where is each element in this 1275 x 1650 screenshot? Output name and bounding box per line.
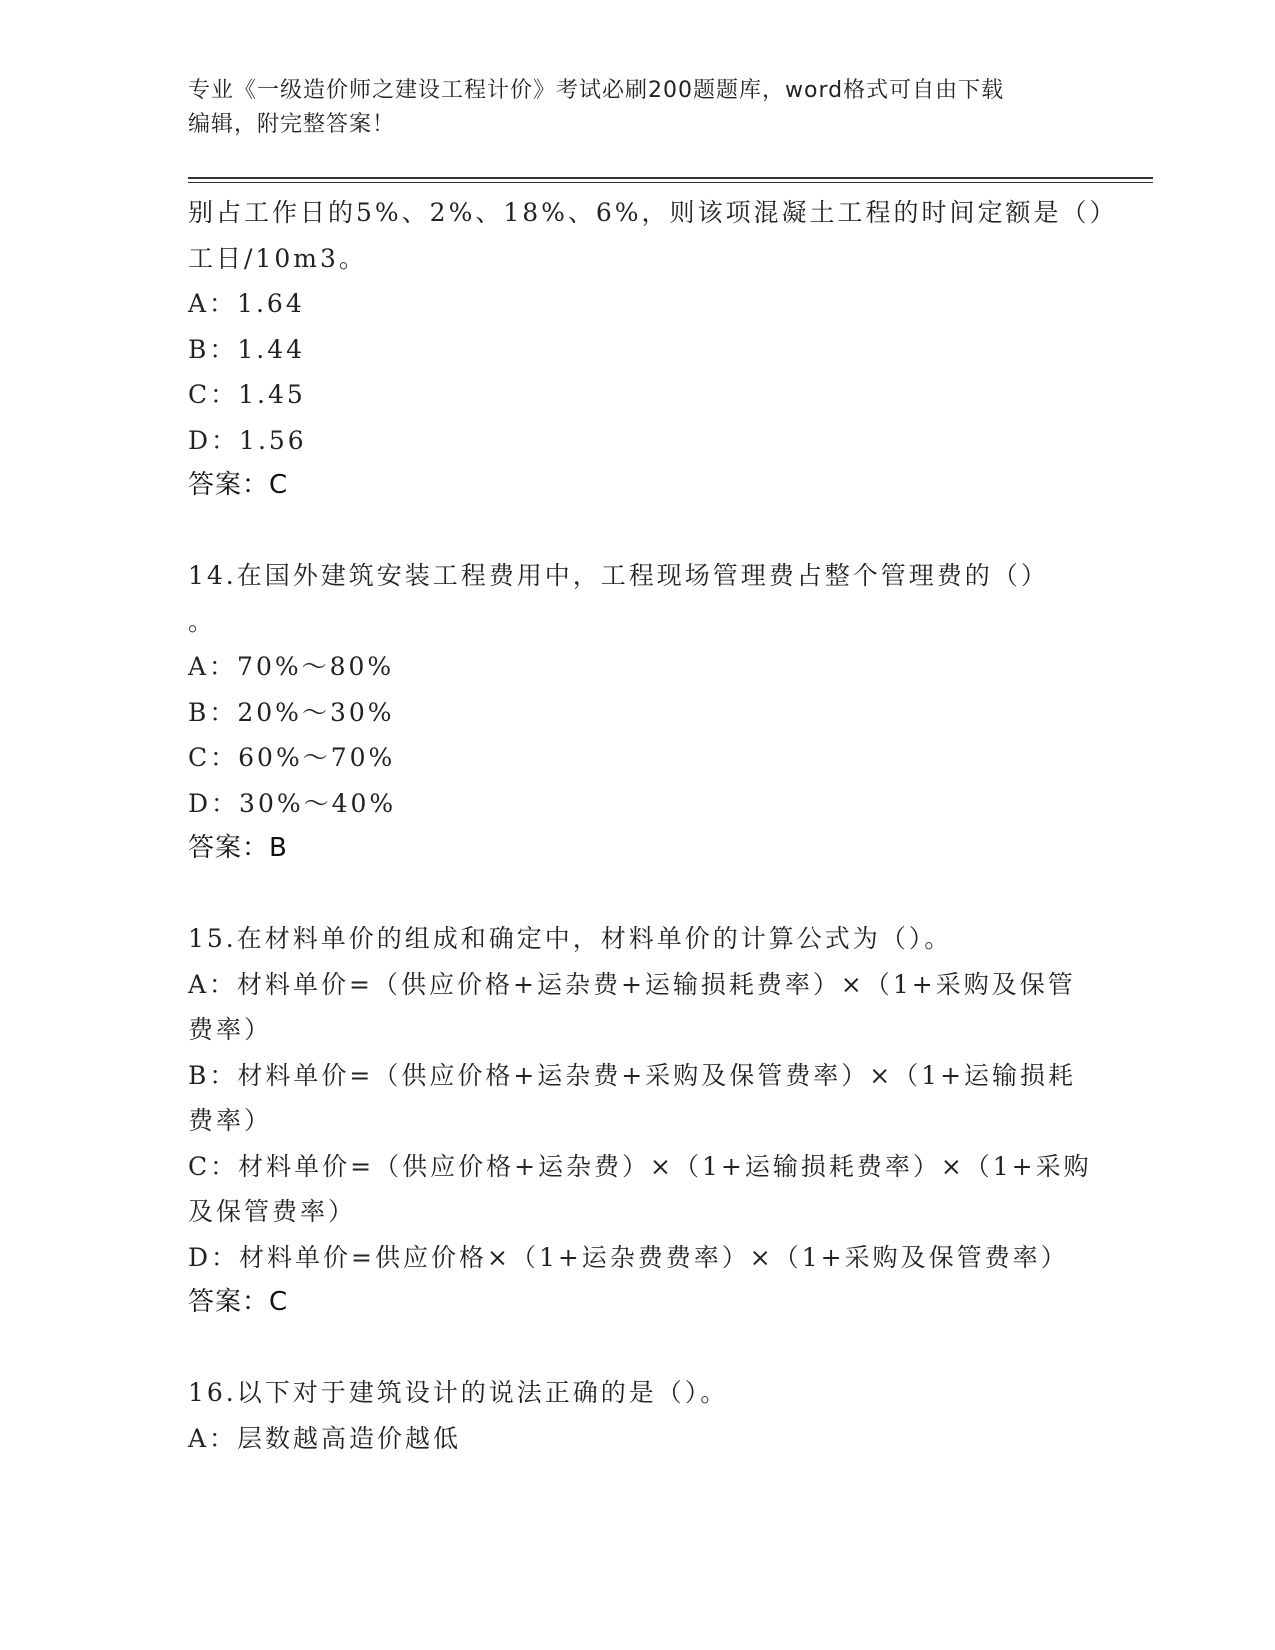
question-15-option-a-line-1: A：材料单价=（供应价格+运杂费+运输损耗费率）×（1+采购及保管 xyxy=(188,969,1076,999)
question-14 xyxy=(188,553,1068,871)
question-15-answer: 答案：C xyxy=(188,1287,289,1317)
header-line-1: 专业《一级造价师之建设工程计价》考试必刷200题题库，word格式可自由下载 xyxy=(188,78,1005,103)
question-16-stem: 16.以下对于建筑设计的说法正确的是（）。 xyxy=(188,1378,729,1407)
question-14-option-b: B：20%～30% xyxy=(188,697,395,727)
question-15-option-b-line-2: 费率） xyxy=(188,1106,273,1135)
header-divider-thin xyxy=(188,182,1153,183)
question-15-option-a-line-2: 费率） xyxy=(188,1015,273,1044)
question-15-option-b-line-1: B：材料单价=（供应价格+运杂费+采购及保管费率）×（1+运输损耗 xyxy=(188,1060,1077,1090)
question-14-option-a: A：70%～80% xyxy=(188,652,395,681)
question-spacer xyxy=(188,871,1068,916)
question-13-option-a: A：1.64 xyxy=(188,289,305,318)
question-list xyxy=(188,190,1118,1461)
question-13 xyxy=(188,190,1118,508)
question-13-answer: 答案：C xyxy=(188,470,289,500)
question-13-stem-line-1: 别占工作日的5%、2%、18%、6%，则该项混凝土工程的时间定额是（） xyxy=(188,198,1118,227)
header-line-2: 编辑，附完整答案！ xyxy=(188,112,396,137)
question-spacer xyxy=(188,508,1068,553)
question-15 xyxy=(188,916,1092,1325)
question-14-option-c: C：60%～70% xyxy=(188,743,396,772)
question-13-option-b: B：1.44 xyxy=(188,334,306,364)
question-14-option-d: D：30%～40% xyxy=(188,788,397,818)
question-15-option-d: D：材料单价=供应价格×（1+运杂费费率）×（1+采购及保管费率） xyxy=(188,1242,1069,1272)
question-14-answer: 答案：B xyxy=(188,833,288,863)
question-15-stem: 15.在材料单价的组成和确定中，材料单价的计算公式为（）。 xyxy=(188,924,953,953)
question-15-option-c-line-1: C：材料单价=（供应价格+运杂费）×（1+运输损耗费率）×（1+采购 xyxy=(188,1151,1092,1181)
question-15-option-c-line-2: 及保管费率） xyxy=(188,1197,357,1226)
question-14-stem-line-2: 。 xyxy=(188,606,217,636)
header-divider-thick xyxy=(188,177,1153,179)
question-16-option-a: A：层数越高造价越低 xyxy=(188,1423,462,1453)
question-14-stem-line-1: 14.在国外建筑安装工程费用中，工程现场管理费占整个管理费的（） xyxy=(188,561,1049,590)
document-header xyxy=(188,74,1068,142)
question-13-stem-line-2: 工日/10m3。 xyxy=(188,243,367,273)
question-13-option-d: D：1.56 xyxy=(188,425,307,455)
question-spacer xyxy=(188,1325,1068,1370)
question-13-option-c: C：1.45 xyxy=(188,380,306,409)
question-16 xyxy=(188,1370,1068,1461)
